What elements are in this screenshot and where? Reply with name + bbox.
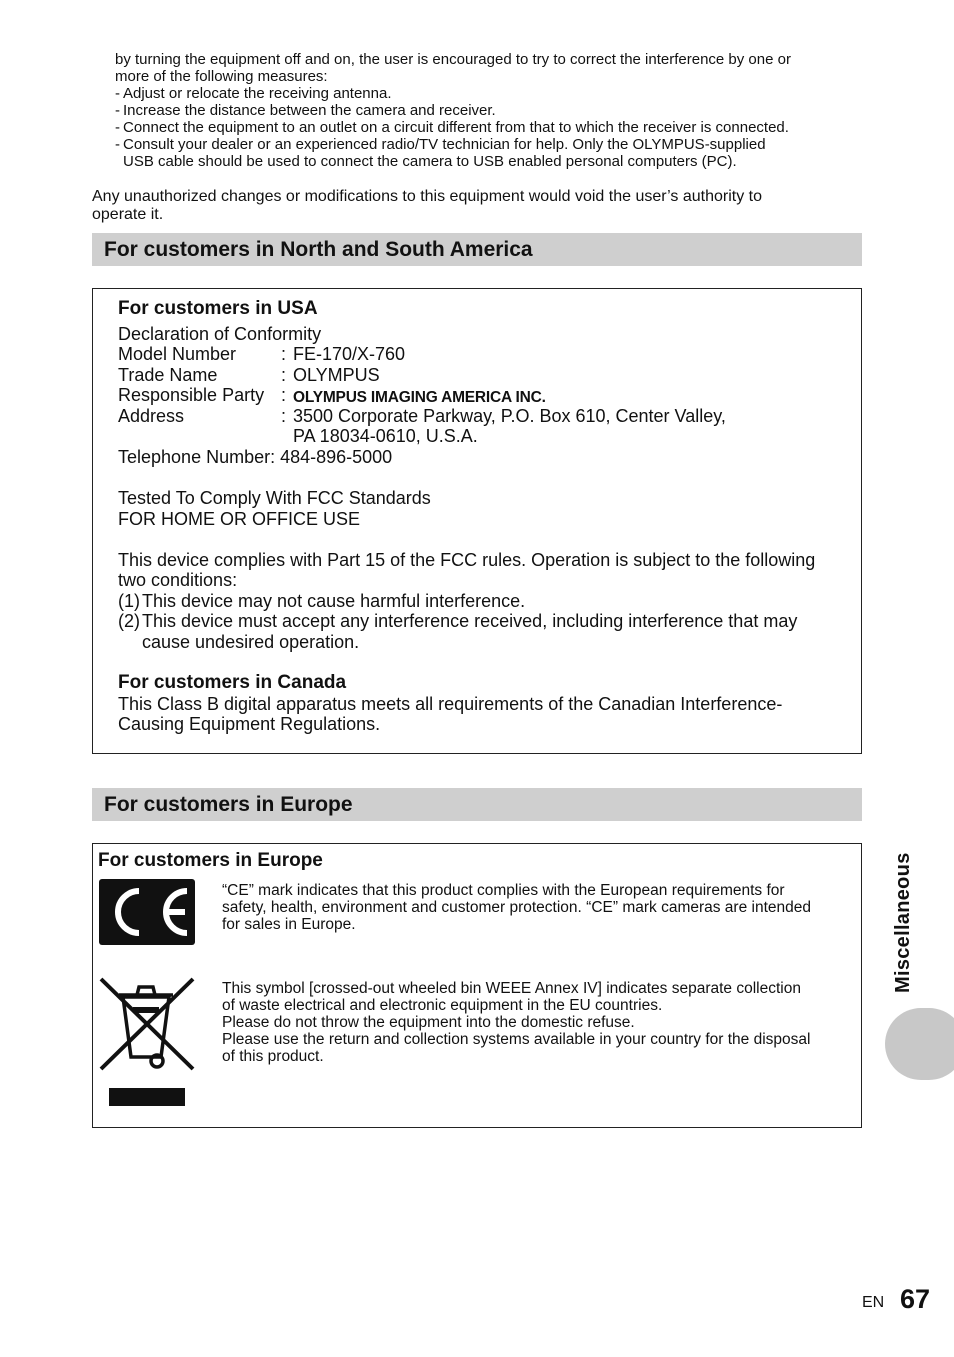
- ce-line: safety, health, environment and customer protection. “CE” mark cameras are intended: [222, 899, 811, 916]
- sidebar-label-text: Miscellaneous: [892, 852, 914, 993]
- measure-item: - Connect the equipment to an outlet on a circuit different from that to which the receiver is connected.: [115, 119, 789, 136]
- ce-description: [222, 882, 811, 933]
- footer-lang: EN: [862, 1294, 885, 1311]
- usa-heading: For customers in USA: [118, 298, 318, 319]
- notice-line: operate it.: [92, 206, 164, 223]
- section-header-europe: [92, 788, 862, 821]
- section-title: For customers in Europe: [104, 793, 353, 816]
- notice-line: Any unauthorized changes or modifications to this equipment would void the user’s authority to: [92, 188, 763, 205]
- intro-text: [115, 51, 791, 85]
- weee-line: Please do not throw the equipment into the domestic refuse.: [222, 1014, 635, 1031]
- section-header-america: [92, 233, 862, 266]
- measure-item: - Adjust or relocate the receiving antenna.: [115, 85, 392, 102]
- weee-line: of this product.: [222, 1048, 324, 1065]
- ce-line: “CE” mark indicates that this product complies with the European requirements for: [222, 882, 785, 899]
- canada-heading: For customers in Canada: [118, 672, 347, 693]
- measure-item: - Increase the distance between the camera and receiver.: [115, 102, 496, 119]
- weee-line: of waste electrical and electronic equipment in the EU countries.: [222, 997, 663, 1014]
- europe-box-heading: For customers in Europe: [98, 850, 323, 871]
- intro-line: more of the following measures:: [115, 68, 328, 85]
- section-title: For customers in North and South America: [104, 238, 533, 261]
- ce-mark-icon: [99, 879, 195, 945]
- olympus-logo-text: OLYMPUS IMAGING AMERICA INC.: [293, 389, 546, 406]
- weee-line: Please use the return and collection systems available in your country for the disposal: [222, 1031, 811, 1048]
- intro-line: by turning the equipment off and on, the user is encouraged to try to correct the interference by one or: [115, 51, 791, 68]
- crossed-out-bin-icon: [99, 975, 195, 1109]
- measure-item-cont: USB cable should be used to connect the camera to USB enabled personal computers (PC).: [123, 153, 737, 170]
- ce-line: for sales in Europe.: [222, 916, 356, 933]
- weee-description: [222, 980, 810, 1065]
- side-tab: [885, 1008, 954, 1080]
- weee-line: This symbol [crossed-out wheeled bin WEEE Annex IV] indicates separate collection: [222, 980, 801, 997]
- page-number: 67: [900, 1284, 931, 1314]
- measure-item: - Consult your dealer or an experienced radio/TV technician for help. Only the OLYMPUS-supplied: [115, 136, 766, 153]
- unauthorized-notice: [92, 188, 762, 224]
